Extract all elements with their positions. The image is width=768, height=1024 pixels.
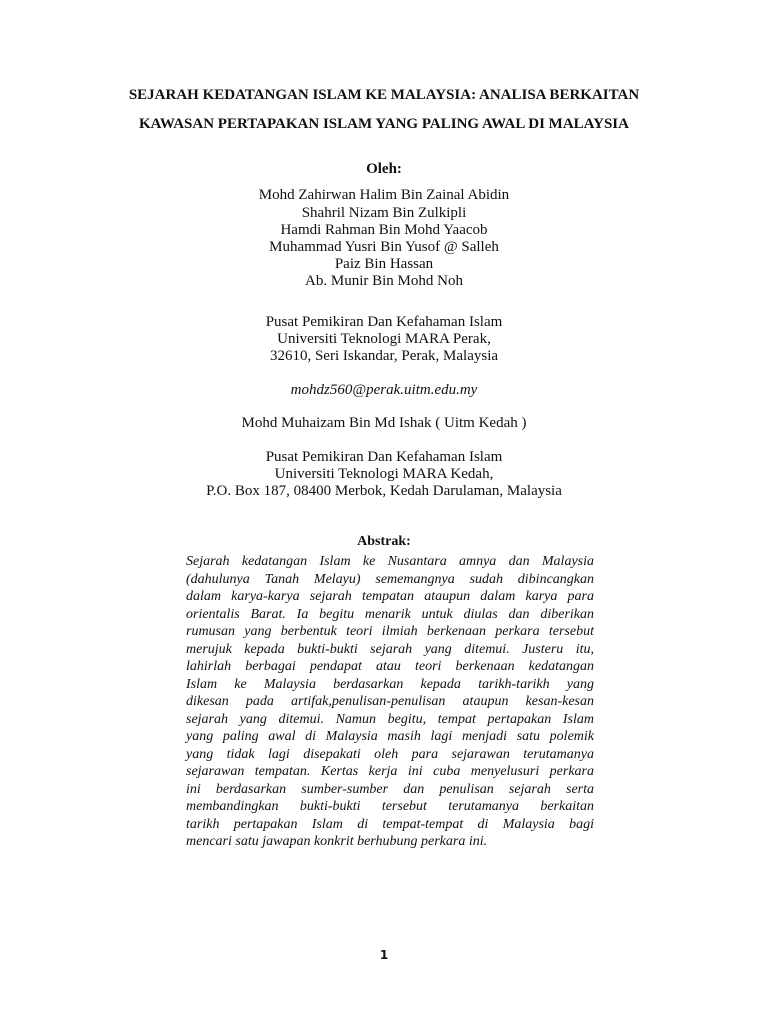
abstract-line: rumusan yang berbentuk teori ilmiah berkenaan perkara tersebut [186,624,594,639]
paper-title-line-1: SEJARAH KEDATANGAN ISLAM KE MALAYSIA: ANALISA BERKAITAN [128,87,640,103]
abstract-line: orientalis Barat. Ia begitu menarik untuk diulas dan diberikan [186,606,594,622]
abstract-line: membandingkan bukti-bukti tersebut terutamanya berkaitan [186,799,594,814]
abstract-line: sejarah yang ditemui. Namun begitu, tempat pertapakan Islam [186,711,594,727]
abstract-line: (dahulunya Tanah Melayu) sememangnya sudah dibincangkan [186,571,594,587]
abstract-heading: Abstrak: [357,534,411,549]
affiliation-line: Universiti Teknologi MARA Kedah, [274,466,494,482]
affiliation-line: 32610, Seri Iskandar, Perak, Malaysia [269,348,499,364]
author-name: Hamdi Rahman Bin Mohd Yaacob [280,222,488,238]
author-email: mohdz560@perak.uitm.edu.my [290,382,478,398]
author-name: Shahril Nizam Bin Zulkipli [301,205,467,221]
affiliation-line: Universiti Teknologi MARA Perak, [277,331,491,347]
abstract-body [186,553,594,851]
abstract-line: ini berdasarkan sumber-sumber dan penulisan sejarah serta [186,781,594,797]
abstract-line: yang tidak lagi disepakati oleh para sejarawan terutamanya [186,746,594,762]
abstract-line: Sejarah kedatangan Islam ke Nusantara amnya dan Malaysia [186,554,594,569]
author-name: Ab. Munir Bin Mohd Noh [305,273,463,289]
abstract-line: mencari satu jawapan konkrit berhubung perkara ini. [186,834,488,849]
affiliation-line: Pusat Pemikiran Dan Kefahaman Islam [265,449,503,465]
paper-title-line-2: KAWASAN PERTAPAKAN ISLAM YANG PALING AWAL DI MALAYSIA [139,116,629,132]
byline-label: Oleh: [366,161,402,177]
second-author: Mohd Muhaizam Bin Md Ishak ( Uitm Kedah ) [241,415,527,431]
affiliation-line: P.O. Box 187, 08400 Merbok, Kedah Darulaman, Malaysia [206,483,562,499]
abstract-line: lahirlah berbagai pendapat atau teori berkenaan kedatangan [186,659,594,674]
author-name: Mohd Zahirwan Halim Bin Zainal Abidin [258,187,510,203]
abstract-line: tarikh pertapakan Islam di tempat-tempat di Malaysia bagi [186,816,594,832]
abstract-line: sejarawan tempatan. Kertas kerja ini cuba menyelusuri perkara [186,764,594,779]
abstract-line: dalam karya-karya sejarah tempatan ataupun dalam karya para [186,589,594,604]
abstract-line: merujuk kepada bukti-bukti sejarah yang ditemui. Justeru itu, [186,641,594,657]
abstract-line: dikesan pada artifak,penulisan-penulisan ataupun kesan-kesan [186,694,594,709]
author-name: Muhammad Yusri Bin Yusof @ Salleh [269,239,499,255]
page-number: 1 [379,948,389,962]
affiliation-line: Pusat Pemikiran Dan Kefahaman Islam [265,314,503,330]
author-name: Paiz Bin Hassan [334,256,434,272]
abstract-line: yang paling awal di Malaysia masih lagi menjadi satu polemik [186,729,594,744]
abstract-line: Islam ke Malaysia berdasarkan kepada tarikh-tarikh yang [186,676,594,692]
